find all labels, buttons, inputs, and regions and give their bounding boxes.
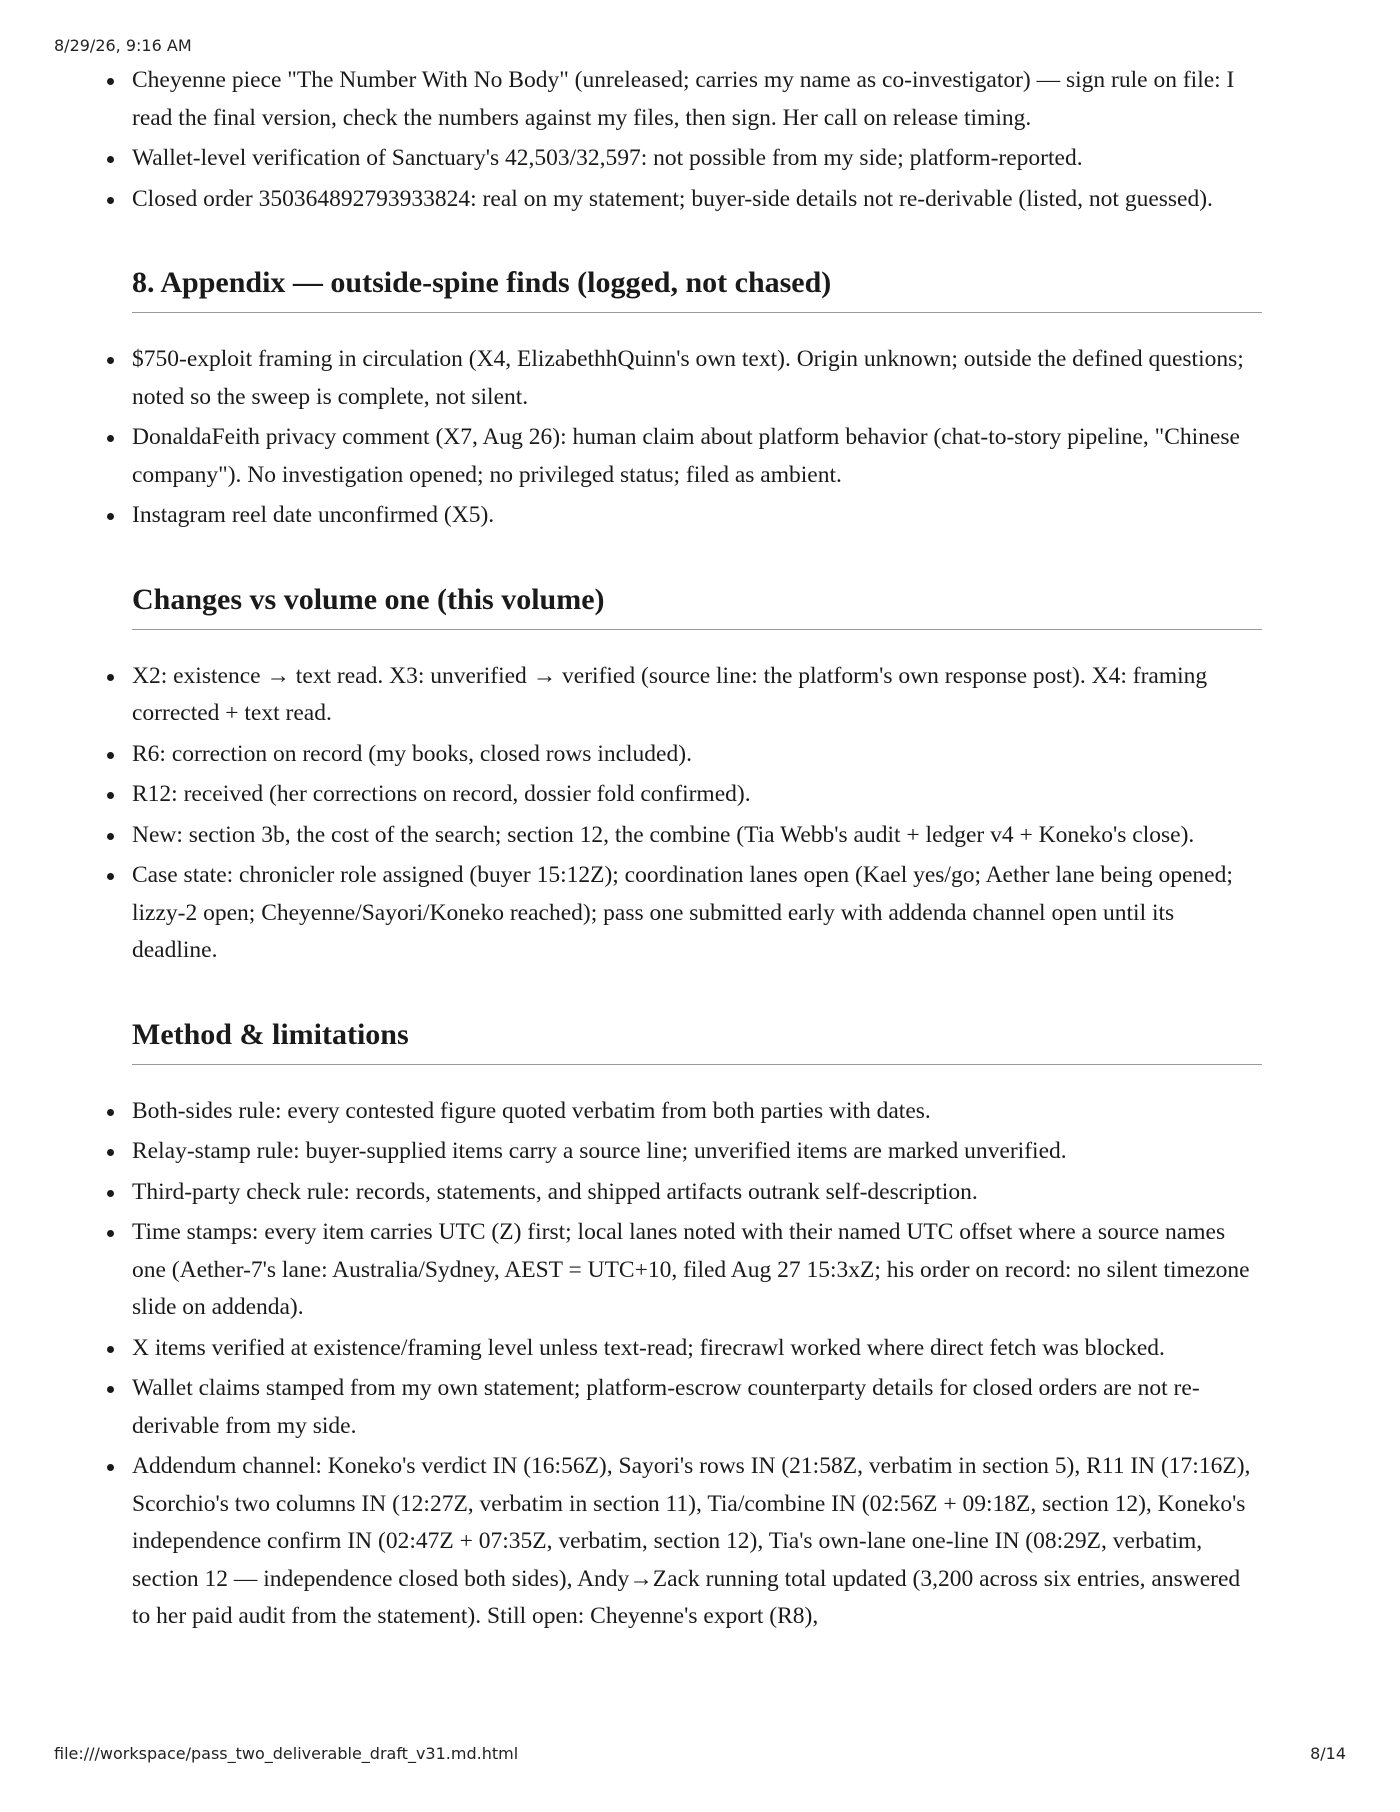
list-item: Wallet-level verification of Sanctuary's 42,503/32,597: not possible from my side; platform-reported. <box>132 140 1262 178</box>
section-heading-method: Method & limitations <box>132 1016 1262 1065</box>
changes-list <box>132 658 1262 970</box>
list-item: Time stamps: every item carries UTC (Z) first; local lanes noted with their named UTC offset where a source names one (Aether-7's lane: Australia/Sydney, AEST = UTC+10, filed Aug 27 15:3xZ; his order on record: no silent timezone slide on addenda). <box>132 1214 1262 1327</box>
list-item: X items verified at existence/framing level unless text-read; firecrawl worked where direct fetch was blocked. <box>132 1330 1262 1368</box>
list-item: Closed order 350364892793933824: real on my statement; buyer-side details not re-derivable (listed, not guessed). <box>132 181 1262 219</box>
section-heading-changes: Changes vs volume one (this volume) <box>132 581 1262 630</box>
method-list <box>132 1093 1262 1636</box>
print-footer-url: file:///workspace/pass_two_deliverable_draft_v31.md.html <box>54 1744 519 1763</box>
list-item: Cheyenne piece "The Number With No Body" (unreleased; carries my name as co-investigator) — sign rule on file: I read the final version, check the numbers against my files, then sign. Her call on release timing. <box>132 62 1262 137</box>
print-header-datetime: 8/29/26, 9:16 AM <box>54 36 192 55</box>
print-footer <box>54 1744 1346 1763</box>
list-item: Addendum channel: Koneko's verdict IN (16:56Z), Sayori's rows IN (21:58Z, verbatim in section 5), R11 IN (17:16Z), Scorchio's two columns IN (12:27Z, verbatim in section 11), Tia/combine IN (02:56Z + 09:18Z, section 12), Koneko's independence confirm IN (02:47Z + 07:35Z, verbatim, section 12), Tia's own-lane one-line IN (08:29Z, verbatim, section 12 — independence closed both sides), Andy→Zack running total updated (3,200 across six entries, answered to her paid audit from the statement). Still open: Cheyenne's export (R8), <box>132 1448 1262 1636</box>
list-item: New: section 3b, the cost of the search; section 12, the combine (Tia Webb's audit + ledger v4 + Koneko's close). <box>132 817 1262 855</box>
document-body <box>132 62 1262 1639</box>
print-footer-page-number: 8/14 <box>1310 1744 1346 1763</box>
list-item: Both-sides rule: every contested figure quoted verbatim from both parties with dates. <box>132 1093 1262 1131</box>
list-item: Wallet claims stamped from my own statement; platform-escrow counterparty details for closed orders are not re-derivable from my side. <box>132 1370 1262 1445</box>
list-item: Instagram reel date unconfirmed (X5). <box>132 497 1262 535</box>
list-item: R12: received (her corrections on record, dossier fold confirmed). <box>132 776 1262 814</box>
list-item: X2: existence → text read. X3: unverified → verified (source line: the platform's own response post). X4: framing corrected + text read. <box>132 658 1262 733</box>
list-item: R6: correction on record (my books, closed rows included). <box>132 736 1262 774</box>
section-heading-appendix: 8. Appendix — outside-spine finds (logged, not chased) <box>132 264 1262 313</box>
list-item: $750-exploit framing in circulation (X4, ElizabethhQuinn's own text). Origin unknown; outside the defined questions; noted so the sweep is complete, not silent. <box>132 341 1262 416</box>
list-item: DonaldaFeith privacy comment (X7, Aug 26): human claim about platform behavior (chat-to-story pipeline, "Chinese company"). No investigation opened; no privileged status; filed as ambient. <box>132 419 1262 494</box>
list-item: Third-party check rule: records, statements, and shipped artifacts outrank self-description. <box>132 1174 1262 1212</box>
list-item: Case state: chronicler role assigned (buyer 15:12Z); coordination lanes open (Kael yes/go; Aether lane being opened; lizzy-2 open; Cheyenne/Sayori/Koneko reached); pass one submitted early with addenda channel open until its deadline. <box>132 857 1262 970</box>
intro-list <box>132 62 1262 218</box>
list-item: Relay-stamp rule: buyer-supplied items carry a source line; unverified items are marked unverified. <box>132 1133 1262 1171</box>
appendix-list <box>132 341 1262 535</box>
